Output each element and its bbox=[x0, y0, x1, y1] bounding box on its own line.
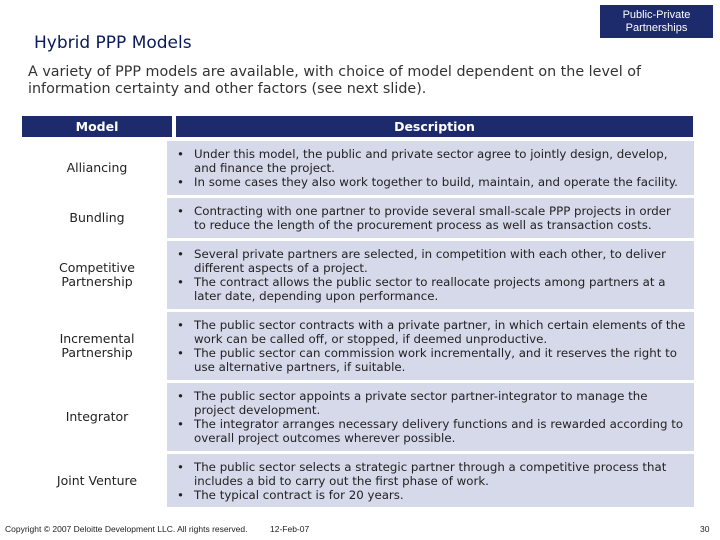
description-bullet: • The contract allows the public sector to reallocate projects among partners at a later date, depending upon performance. bbox=[177, 275, 686, 303]
description-bullet: • Contracting with one partner to provide several small-scale PPP projects in order to reduce the length of the procurement process as well as transaction costs. bbox=[177, 204, 686, 232]
description-cell bbox=[166, 382, 695, 452]
table-row-alliancing bbox=[22, 140, 698, 196]
description-column-header: Description bbox=[176, 116, 693, 137]
table-row-competitive-partnership bbox=[22, 240, 698, 310]
description-bullet: • Under this model, the public and private sector agree to jointly design, develop, and finance the project. bbox=[177, 147, 686, 175]
table-row-integrator bbox=[22, 382, 698, 452]
description-bullet: • Several private partners are selected, in competition with each other, to deliver different aspects of a project. bbox=[177, 247, 686, 275]
footer-date: 12-Feb-07 bbox=[270, 524, 310, 534]
footer-page-number: 30 bbox=[700, 524, 710, 534]
page-title: Hybrid PPP Models bbox=[34, 33, 192, 53]
section-tag-line1: Public-Private bbox=[622, 8, 691, 21]
table-row-joint-venture bbox=[22, 453, 698, 508]
description-bullet: • The public sector appoints a private sector partner-integrator to manage the project development. bbox=[177, 389, 686, 417]
model-name: Bundling bbox=[69, 210, 125, 225]
section-tag-line2: Partnerships bbox=[625, 21, 688, 34]
description-bullet: • The public sector can commission work incrementally, and it reserves the right to use alternative partners, if suitable. bbox=[177, 346, 686, 374]
section-tag bbox=[600, 5, 713, 38]
description-bullet: • The public sector selects a strategic partner through a competitive process that includes a bid to carry out the first phase of work. bbox=[177, 460, 686, 488]
description-cell bbox=[166, 197, 695, 239]
model-name: Competitive Partnership bbox=[58, 260, 135, 289]
intro-text: A variety of PPP models are available, with choice of model dependent on the level of information certainty and other factors (see next slide). bbox=[28, 64, 642, 97]
model-column-header: Model bbox=[22, 116, 172, 137]
description-bullet: • The integrator arranges necessary delivery functions and is rewarded according to overall project outcomes wherever possible. bbox=[177, 417, 686, 445]
table-row-incremental-partnership bbox=[22, 311, 698, 381]
description-bullet: • In some cases they also work together to build, maintain, and operate the facility. bbox=[177, 175, 686, 189]
description-bullet: • The typical contract is for 20 years. bbox=[177, 488, 686, 502]
description-cell bbox=[166, 240, 695, 310]
description-cell bbox=[166, 311, 695, 381]
model-name: Incremental Partnership bbox=[59, 331, 135, 360]
model-name: Alliancing bbox=[66, 160, 128, 175]
description-cell bbox=[166, 453, 695, 508]
footer-copyright: Copyright © 2007 Deloitte Development LLC. All rights reserved. bbox=[5, 524, 248, 534]
description-cell bbox=[166, 140, 695, 196]
description-bullet: • The public sector contracts with a private partner, in which certain elements of the work can be called off, or stopped, if deemed unproductive. bbox=[177, 318, 686, 346]
model-name: Joint Venture bbox=[56, 472, 138, 488]
model-name: Integrator bbox=[65, 409, 129, 424]
table-row-bundling bbox=[22, 197, 698, 239]
